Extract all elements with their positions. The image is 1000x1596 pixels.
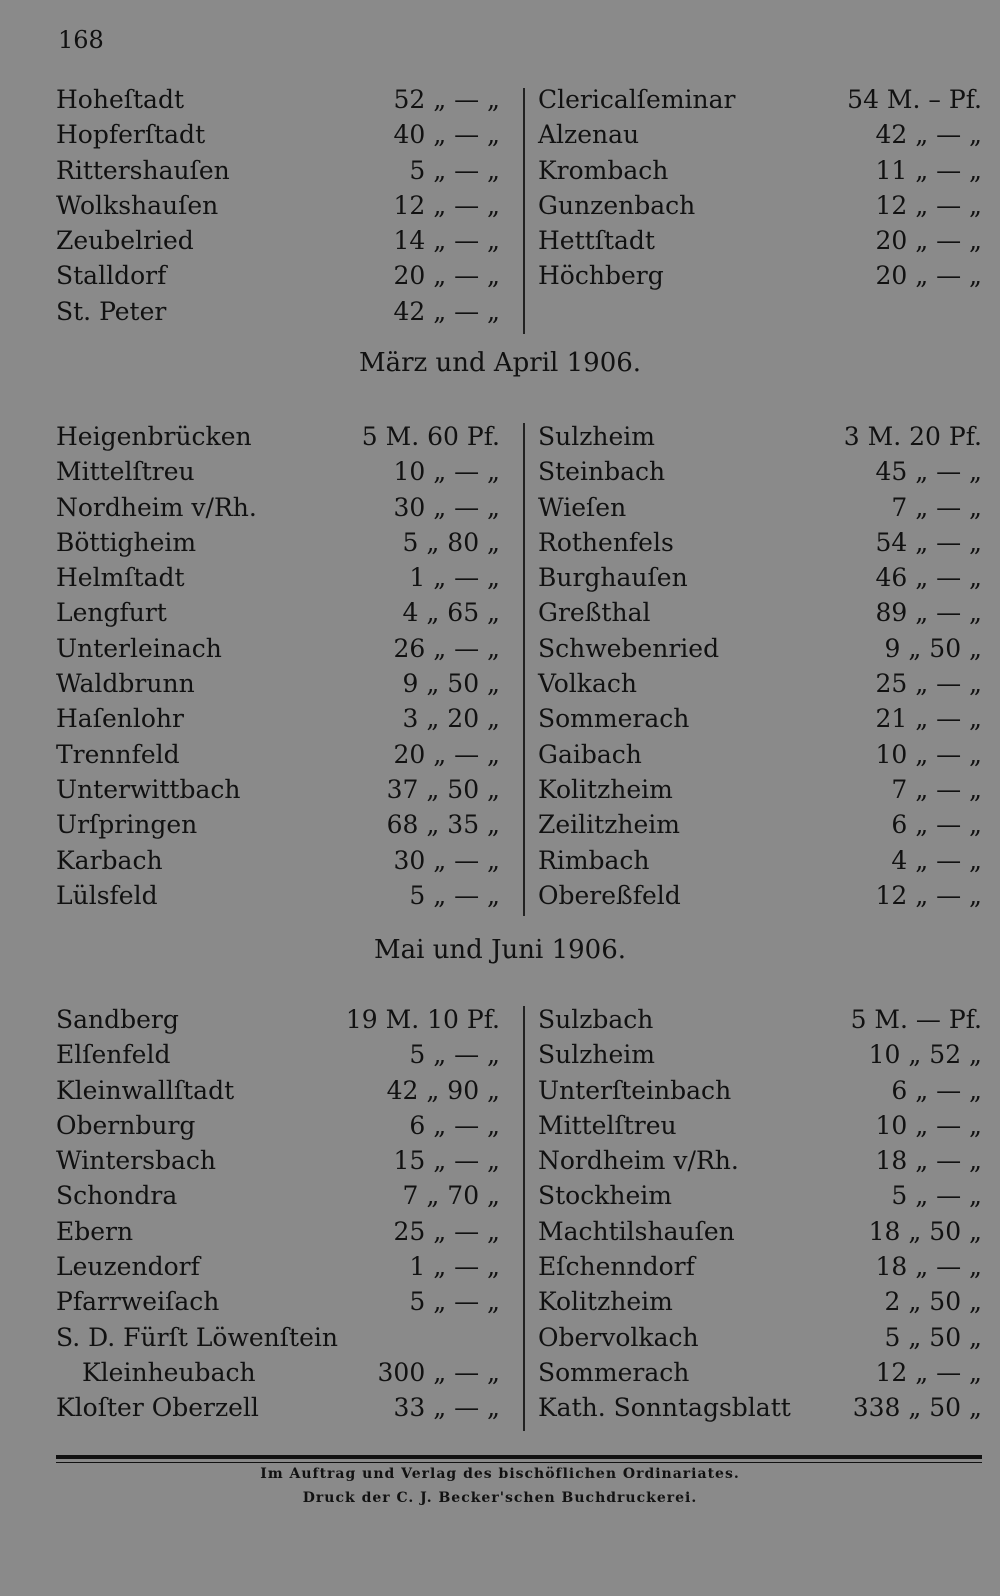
- left-place-name: Mittelſtreu: [56, 457, 195, 487]
- left-place-name: Kleinheubach: [82, 1357, 256, 1387]
- right-amount: 20 „ — „: [875, 226, 982, 256]
- left-amount: 9 „ 50 „: [402, 669, 500, 699]
- right-place-name: Obervolkach: [538, 1322, 699, 1352]
- right-place-name: Clericalſeminar: [538, 85, 736, 114]
- left-amount: 37 „ 50 „: [386, 774, 500, 804]
- table-row: [0, 1073, 1000, 1108]
- right-amount: 6 „ — „: [891, 810, 982, 840]
- left-amount: 300 „ — „: [377, 1357, 500, 1387]
- table-row: [0, 1108, 1000, 1143]
- left-place-name: Obernburg: [56, 1110, 196, 1140]
- left-place-name: Trennfeld: [56, 739, 180, 769]
- table-row: [0, 1143, 1000, 1178]
- right-place-name: Hettſtadt: [538, 226, 655, 256]
- left-amount: 14 „ — „: [393, 226, 500, 256]
- left-place-name: S. D. Fürſt Löwenſtein: [56, 1322, 338, 1352]
- right-place-name: Machtilshauſen: [538, 1216, 735, 1246]
- table-row: [0, 1002, 1000, 1037]
- right-amount: 10 „ — „: [875, 739, 982, 769]
- section-3: [0, 1002, 1000, 1426]
- right-place-name: Burghauſen: [538, 563, 688, 593]
- footer-publisher-line: Im Auftrag und Verlag des bischöflichen Ordinariates.: [260, 1466, 740, 1482]
- left-amount: 5 „ — „: [409, 1040, 500, 1070]
- left-amount: 19 M. 10 Pf.: [345, 1005, 500, 1034]
- table-row: [0, 1037, 1000, 1072]
- right-place-name: Obereßfeld: [538, 880, 681, 910]
- right-amount: 42 „ — „: [875, 120, 982, 150]
- right-amount: 18 „ — „: [875, 1146, 982, 1176]
- section-1: [0, 82, 1000, 329]
- left-place-name: Wolkshauſen: [56, 190, 219, 220]
- left-amount: 30 „ — „: [393, 492, 500, 522]
- right-amount: 54 „ — „: [875, 527, 982, 557]
- right-amount: 10 „ 52 „: [868, 1040, 982, 1070]
- left-place-name: Nordheim v/Rh.: [56, 492, 257, 522]
- table-row: [0, 807, 1000, 842]
- right-amount: 9 „ 50 „: [884, 633, 982, 663]
- right-amount: 4 „ — „: [891, 845, 982, 875]
- left-amount: 4 „ 65 „: [402, 598, 500, 628]
- right-amount: 10 „ — „: [875, 1110, 982, 1140]
- right-place-name: Greßthal: [538, 598, 651, 628]
- table-row: [0, 1249, 1000, 1284]
- left-place-name: Wintersbach: [56, 1146, 216, 1176]
- left-amount: 5 „ — „: [409, 1287, 500, 1317]
- table-row: [0, 1284, 1000, 1319]
- table-row: [0, 525, 1000, 560]
- table-row: [0, 701, 1000, 736]
- right-place-name: Rothenfels: [538, 527, 674, 557]
- right-amount: 2 „ 50 „: [884, 1287, 982, 1317]
- right-amount: 6 „ — „: [891, 1075, 982, 1105]
- table-row: [0, 631, 1000, 666]
- right-amount: 25 „ — „: [875, 669, 982, 699]
- table-row: [0, 490, 1000, 525]
- left-amount: 68 „ 35 „: [386, 810, 500, 840]
- right-place-name: Sommerach: [538, 704, 690, 734]
- right-place-name: Alzenau: [538, 120, 640, 150]
- left-place-name: Urſpringen: [56, 810, 198, 840]
- left-amount: 7 „ 70 „: [402, 1181, 500, 1211]
- left-place-name: Stalldorf: [56, 261, 167, 291]
- table-row: [0, 82, 1000, 117]
- table-row: [0, 294, 1000, 329]
- left-amount: 5 „ — „: [409, 880, 500, 910]
- right-place-name: Gaibach: [538, 739, 642, 769]
- left-place-name: Pfarrweiſach: [56, 1287, 220, 1317]
- footer-printer-line: Druck der C. J. Becker'schen Buchdruckerei.: [302, 1490, 698, 1506]
- table-row: [0, 1320, 1000, 1355]
- left-amount: 20 „ — „: [393, 261, 500, 291]
- left-amount: 12 „ — „: [393, 190, 500, 220]
- left-place-name: Karbach: [56, 845, 163, 875]
- table-row: [0, 737, 1000, 772]
- right-amount: 20 „ — „: [875, 261, 982, 291]
- right-amount: 7 „ — „: [891, 492, 982, 522]
- left-amount: 40 „ — „: [393, 120, 500, 150]
- left-place-name: St. Peter: [56, 296, 167, 326]
- left-amount: 20 „ — „: [393, 739, 500, 769]
- table-row: [0, 595, 1000, 630]
- table-row: [0, 666, 1000, 701]
- right-amount: 18 „ — „: [875, 1252, 982, 1282]
- left-amount: 5 „ — „: [409, 155, 500, 185]
- right-amount: 12 „ — „: [875, 190, 982, 220]
- left-place-name: Helmſtadt: [56, 563, 185, 593]
- left-amount: 5 „ 80 „: [402, 527, 500, 557]
- right-place-name: Mittelſtreu: [538, 1110, 677, 1140]
- right-amount: 5 „ — „: [891, 1181, 982, 1211]
- right-amount: 12 „ — „: [875, 880, 982, 910]
- table-row: [0, 1178, 1000, 1213]
- table-row: [0, 560, 1000, 595]
- left-place-name: Schondra: [56, 1181, 178, 1211]
- left-amount: 3 „ 20 „: [402, 704, 500, 734]
- left-amount: 42 „ 90 „: [386, 1075, 500, 1105]
- left-place-name: Sandberg: [56, 1005, 179, 1034]
- right-amount: 45 „ — „: [875, 457, 982, 487]
- table-row: [0, 117, 1000, 152]
- left-place-name: Unterwittbach: [56, 774, 241, 804]
- table-row: [0, 1355, 1000, 1390]
- footer-rule-thin: [56, 1462, 982, 1463]
- table-row: [0, 878, 1000, 913]
- left-amount: 25 „ — „: [393, 1216, 500, 1246]
- right-place-name: Sommerach: [538, 1357, 690, 1387]
- section-2: [0, 419, 1000, 913]
- right-amount: 3 M. 20 Pf.: [843, 422, 982, 451]
- right-amount: 18 „ 50 „: [868, 1216, 982, 1246]
- left-place-name: Leuzendorf: [56, 1252, 200, 1282]
- left-place-name: Zeubelried: [56, 226, 194, 256]
- table-row: [0, 419, 1000, 454]
- right-amount: 5 M. — Pf.: [850, 1005, 982, 1034]
- left-amount: 15 „ — „: [393, 1146, 500, 1176]
- section-heading-march-april: März und April 1906.: [358, 348, 642, 378]
- left-place-name: Böttigheim: [56, 527, 197, 557]
- left-amount: 26 „ — „: [393, 633, 500, 663]
- right-place-name: Krombach: [538, 155, 669, 185]
- right-place-name: Volkach: [538, 669, 637, 699]
- footer-rule-thick: [56, 1455, 982, 1459]
- left-place-name: Kloſter Oberzell: [56, 1393, 259, 1423]
- right-place-name: Zeilitzheim: [538, 810, 680, 840]
- table-row: [0, 1214, 1000, 1249]
- left-amount: 30 „ — „: [393, 845, 500, 875]
- right-place-name: Rimbach: [538, 845, 650, 875]
- right-amount: 5 „ 50 „: [884, 1322, 982, 1352]
- right-place-name: Unterſteinbach: [538, 1075, 732, 1105]
- left-amount: 1 „ — „: [409, 1252, 500, 1282]
- left-amount: 6 „ — „: [409, 1110, 500, 1140]
- table-row: [0, 1390, 1000, 1425]
- right-place-name: Höchberg: [538, 261, 664, 291]
- right-place-name: Nordheim v/Rh.: [538, 1146, 739, 1176]
- right-amount: 11 „ — „: [875, 155, 982, 185]
- left-place-name: Lengfurt: [56, 598, 167, 628]
- right-place-name: Gunzenbach: [538, 190, 696, 220]
- table-row: [0, 223, 1000, 258]
- page-number: 168: [58, 26, 104, 54]
- left-place-name: Kleinwallſtadt: [56, 1075, 235, 1105]
- table-row: [0, 454, 1000, 489]
- left-place-name: Hopferſtadt: [56, 120, 206, 150]
- right-amount: 7 „ — „: [891, 774, 982, 804]
- right-place-name: Kolitzheim: [538, 1287, 673, 1317]
- left-place-name: Lülsfeld: [56, 880, 158, 910]
- table-row: [0, 258, 1000, 293]
- right-place-name: Sulzheim: [538, 1040, 655, 1070]
- left-place-name: Elſenfeld: [56, 1040, 171, 1070]
- table-row: [0, 772, 1000, 807]
- left-amount: 10 „ — „: [393, 457, 500, 487]
- left-amount: 5 M. 60 Pf.: [361, 422, 500, 451]
- left-amount: 1 „ — „: [409, 563, 500, 593]
- left-place-name: Haſenlohr: [56, 704, 184, 734]
- table-row: [0, 188, 1000, 223]
- left-amount: 33 „ — „: [393, 1393, 500, 1423]
- right-amount: 21 „ — „: [875, 704, 982, 734]
- right-amount: 46 „ — „: [875, 563, 982, 593]
- right-amount: 89 „ — „: [875, 598, 982, 628]
- left-place-name: Ebern: [56, 1216, 134, 1246]
- right-place-name: Steinbach: [538, 457, 666, 487]
- right-place-name: Wieſen: [538, 492, 627, 522]
- right-place-name: Eſchenndorf: [538, 1252, 695, 1282]
- left-place-name: Unterleinach: [56, 633, 222, 663]
- left-place-name: Waldbrunn: [56, 669, 195, 699]
- right-place-name: Stockheim: [538, 1181, 672, 1211]
- left-place-name: Heigenbrücken: [56, 422, 252, 451]
- left-place-name: Hoheſtadt: [56, 85, 185, 114]
- right-place-name: Sulzheim: [538, 422, 655, 451]
- right-place-name: Schwebenried: [538, 633, 720, 663]
- left-amount: 42 „ — „: [393, 296, 500, 326]
- right-amount: 54 M. – Pf.: [847, 85, 982, 114]
- table-row: [0, 843, 1000, 878]
- right-amount: 12 „ — „: [875, 1357, 982, 1387]
- right-amount: 338 „ 50 „: [852, 1393, 982, 1423]
- table-row: [0, 153, 1000, 188]
- right-place-name: Sulzbach: [538, 1005, 654, 1034]
- left-amount: 52 „ — „: [393, 85, 500, 114]
- left-place-name: Rittershauſen: [56, 155, 230, 185]
- right-place-name: Kath. Sonntagsblatt: [538, 1393, 791, 1423]
- section-heading-may-june: Mai und Juni 1906.: [373, 935, 627, 965]
- right-place-name: Kolitzheim: [538, 774, 673, 804]
